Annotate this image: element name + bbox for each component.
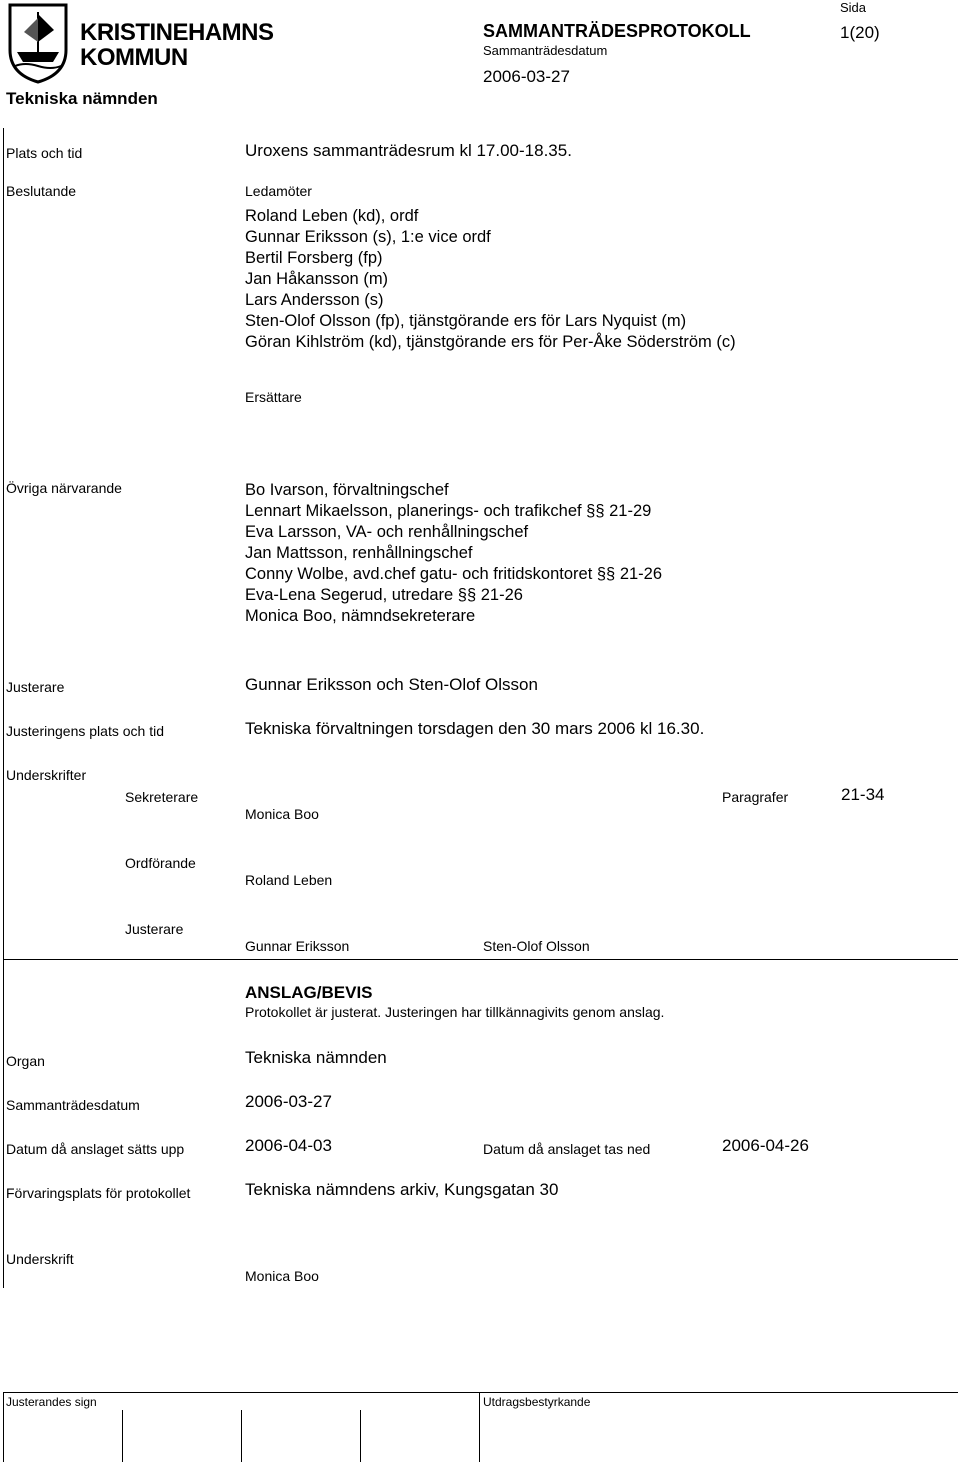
page-label: Sida [840, 0, 867, 15]
posted-label: Datum då anslaget sätts upp [6, 1141, 185, 1157]
adjust-place-value: Tekniska förvaltningen torsdagen den 30 mars 2006 kl 16.30. [245, 719, 705, 738]
removed-label: Datum då anslaget tas ned [483, 1141, 651, 1157]
coat-of-arms-icon [7, 2, 69, 84]
secretary-name: Monica Boo [245, 806, 319, 822]
attendee: Monica Boo, nämndsekreterare [245, 607, 476, 625]
extract-cert-label: Utdragsbestyrkande [483, 1395, 591, 1409]
adjust-place-label: Justeringens plats och tid [6, 723, 164, 739]
footer-left-border [3, 1392, 4, 1462]
members-label: Ledamöter [245, 183, 312, 199]
org-name-line2: KOMMUN [80, 44, 188, 71]
member: Sten-Olof Olsson (fp), tjänstgörande ers för Lars Nyquist (m) [245, 312, 687, 330]
place-label: Plats och tid [6, 145, 83, 161]
meeting-date-label: Sammanträdesdatum [483, 43, 608, 58]
adjusters-sign-label: Justerandes sign [6, 1395, 97, 1409]
member: Jan Håkansson (m) [245, 270, 389, 288]
sign-box-divider [360, 1410, 361, 1462]
signatures-label: Underskrifter [6, 767, 87, 783]
member: Lars Andersson (s) [245, 291, 384, 309]
notice-date-label: Sammanträdesdatum [6, 1097, 140, 1113]
signature-label: Underskrift [6, 1251, 74, 1267]
adjusters-label: Justerare [6, 679, 65, 695]
substitutes-label: Ersättare [245, 389, 302, 405]
org-name-line1: KRISTINEHAMNS [80, 19, 274, 46]
others-list [245, 480, 662, 627]
members-list [245, 206, 736, 353]
removed-value: 2006-04-26 [722, 1136, 809, 1155]
municipality-logo [7, 2, 69, 84]
member: Gunnar Eriksson (s), 1:e vice ordf [245, 228, 491, 246]
adjusters-value: Gunnar Eriksson och Sten-Olof Olsson [245, 675, 538, 694]
footer-top-border [3, 1392, 958, 1393]
adjuster-1-name: Gunnar Eriksson [245, 938, 350, 954]
notice-title: ANSLAG/BEVIS [245, 983, 373, 1002]
notice-date-value: 2006-03-27 [245, 1092, 332, 1111]
signature-adjusters-label: Justerare [125, 921, 184, 937]
posted-value: 2006-04-03 [245, 1136, 332, 1155]
storage-label: Förvaringsplats för protokollet [6, 1185, 191, 1201]
sign-box-divider [241, 1410, 242, 1462]
paragraphs-value: 21-34 [841, 785, 885, 804]
deciding-label: Beslutande [6, 183, 77, 199]
sign-box-divider [479, 1392, 480, 1462]
notice-text: Protokollet är justerat. Justeringen har tillkännagivits genom anslag. [245, 1004, 665, 1020]
page-number: 1(20) [840, 23, 880, 42]
secretary-label: Sekreterare [125, 789, 199, 805]
attendee: Conny Wolbe, avd.chef gatu- och fritidskontoret §§ 21-26 [245, 565, 663, 583]
attendee: Eva-Lena Segerud, utredare §§ 21-26 [245, 586, 523, 604]
others-label: Övriga närvarande [6, 480, 122, 496]
attendee: Lennart Mikaelsson, planerings- och trafikchef §§ 21-29 [245, 502, 652, 520]
meeting-date: 2006-03-27 [483, 67, 570, 86]
left-border [3, 128, 4, 1288]
adjuster-2-name: Sten-Olof Olsson [483, 938, 590, 954]
member: Roland Leben (kd), ordf [245, 207, 419, 225]
signature-name: Monica Boo [245, 1268, 319, 1284]
storage-value: Tekniska nämndens arkiv, Kungsgatan 30 [245, 1180, 559, 1199]
member: Göran Kihlström (kd), tjänstgörande ers för Per-Åke Söderström (c) [245, 333, 736, 351]
attendee: Jan Mattsson, renhållningschef [245, 544, 473, 562]
organ-label: Organ [6, 1053, 45, 1069]
attendee: Bo Ivarson, förvaltningschef [245, 481, 449, 499]
chair-label: Ordförande [125, 855, 196, 871]
organ-value: Tekniska nämnden [245, 1048, 387, 1067]
section-divider [3, 959, 958, 960]
chair-name: Roland Leben [245, 872, 333, 888]
department-title: Tekniska nämnden [6, 89, 158, 108]
attendee: Eva Larsson, VA- och renhållningschef [245, 523, 529, 541]
paragraphs-label: Paragrafer [722, 789, 789, 805]
document-title: SAMMANTRÄDESPROTOKOLL [483, 21, 751, 41]
place-value: Uroxens sammanträdesrum kl 17.00-18.35. [245, 141, 572, 160]
sign-box-divider [122, 1410, 123, 1462]
member: Bertil Forsberg (fp) [245, 249, 383, 267]
